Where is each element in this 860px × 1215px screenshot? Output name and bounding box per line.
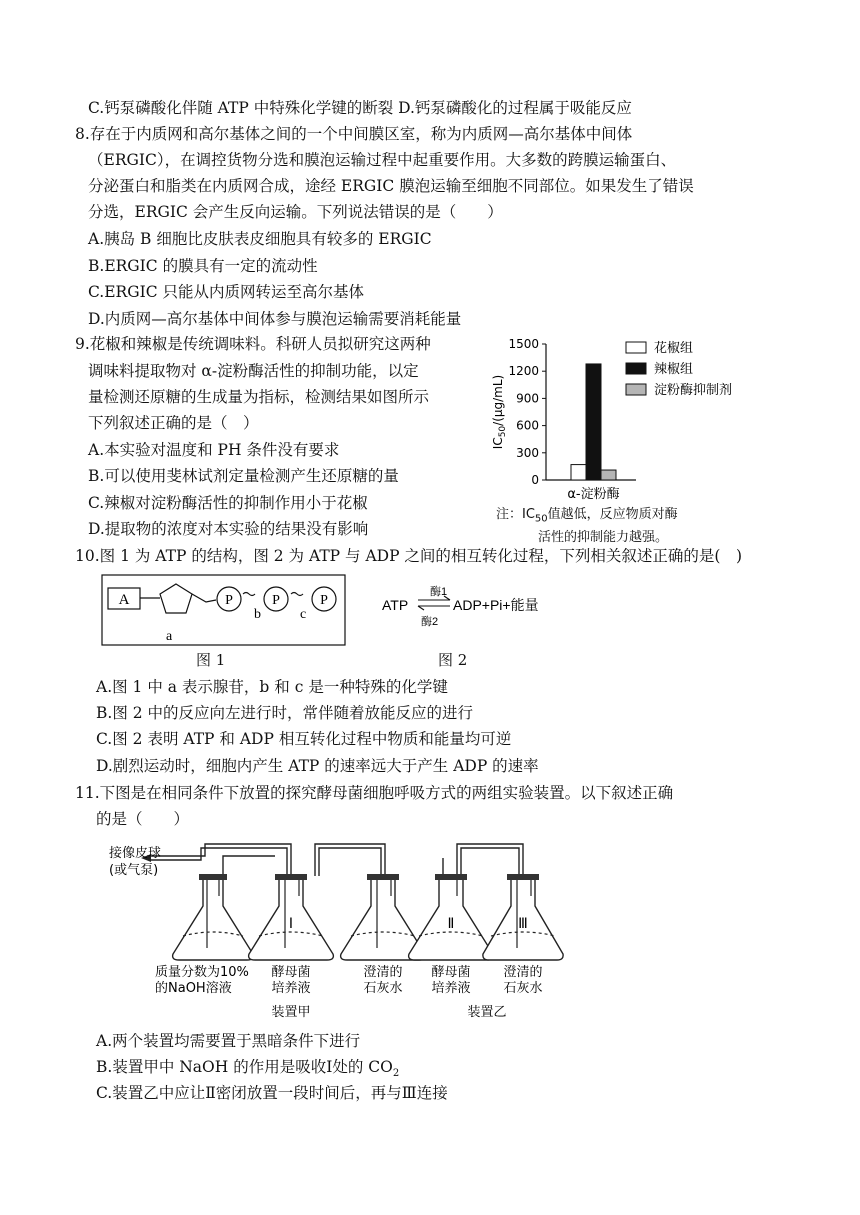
chart-note [496, 506, 678, 547]
apparatus-a-label: 装置甲 [271, 1005, 311, 1020]
q8-option-d: D.内质网—高尔基体中间体参与膜泡运输需要消耗能量 [88, 310, 462, 328]
atp-text: ATP [382, 597, 409, 613]
bar-1 [571, 465, 586, 480]
yeast-1-label-a: 酵母菌 [271, 965, 311, 980]
stopper-1 [199, 874, 227, 880]
q8-option-c: C.ERGIC 只能从内质网转运至高尔基体 [88, 283, 365, 301]
q8-stem-4: 分选，ERGIC 会产生反向运输。下列说法错误的是（ ） [88, 203, 503, 221]
legend-label-3: 淀粉酶抑制剂 [654, 383, 733, 398]
fig1-caption: 图 1 [196, 651, 226, 669]
adenine-label: A [118, 592, 130, 608]
y-axis-label: $IC_{50}/(\mu g/mL)$ [491, 374, 508, 450]
q10-option-b: B.图 2 中的反应向左进行时，常伴随着放能反应的进行 [96, 704, 474, 722]
flask-label-I: Ⅰ [288, 916, 294, 932]
q8-stem-1: 8.存在于内质网和高尔基体之间的一个中间膜区室，称为内质网—高尔基体中间体 [75, 125, 633, 143]
svg-text:P: P [320, 593, 328, 608]
ic50-bar-chart [488, 332, 788, 532]
q9-option-a: A.本实验对温度和 PH 条件没有要求 [88, 441, 340, 459]
q9-option-d: D.提取物的浓度对本实验的结果没有影响 [88, 520, 369, 538]
atp-adp-conversion-figure [378, 584, 558, 630]
pump-label-2: (或气泵) [109, 863, 159, 878]
q9-stem-3: 量检测还原糖的生成量为指标，检测结果如图所示 [88, 388, 430, 406]
q9-option-b: B.可以使用斐林试剂定量检测产生还原糖的量 [88, 467, 399, 485]
ribose-pentagon [160, 584, 192, 613]
apparatus-a-tubing [147, 844, 385, 876]
q9-option-c: C.辣椒对淀粉酶活性的抑制作用小于花椒 [88, 494, 368, 512]
y-tick-label: 900 [516, 391, 539, 406]
q8-stem-3: 分泌蛋白和脂类在内质网合成，途经 ERGIC 膜泡运输至细胞不同部位。如果发生了错误 [88, 177, 694, 195]
chart-note-line-1: 注：$IC_{50}$值越低，反应物质对酶 [496, 507, 678, 525]
q9-stem-2: 调味料提取物对 α-淀粉酶活性的抑制功能，以定 [88, 362, 419, 380]
bar-2 [586, 364, 601, 480]
q8-option-b: B.ERGIC 的膜具有一定的流动性 [88, 257, 318, 275]
q11-stem-2: 的是（ ） [96, 810, 190, 828]
q10-option-d: D.剧烈运动时，细胞内产生 ATP 的速率远大于产生 ADP 的速率 [96, 757, 539, 775]
legend-label-2: 辣椒组 [654, 362, 694, 377]
q10-stem: 10.图 1 为 ATP 的结构，图 2 为 ATP 与 ADP 之间的相互转化过程，下列相关叙述正确的是( ) [75, 547, 743, 565]
q11-option-c: C.装置乙中应让Ⅱ密闭放置一段时间后，再与Ⅲ连接 [96, 1084, 448, 1102]
bar-3 [601, 470, 616, 480]
fig2-caption: 图 2 [438, 651, 468, 669]
bond-b-label: b [254, 607, 261, 622]
naoh-label-1: 质量分数为10% [155, 965, 249, 980]
bond-c-label: c [300, 607, 307, 622]
q11-stem-1: 11.下图是在相同条件下放置的探究酵母菌细胞呼吸方式的两组实验装置。以下叙述正确 [75, 784, 674, 802]
enzyme-1-label: 酶1 [430, 586, 448, 598]
q9-stem-1: 9.花椒和辣椒是传统调味料。科研人员拟研究这两种 [75, 335, 431, 353]
legend-swatch-3 [626, 384, 646, 395]
atp-structure-figure [98, 572, 348, 652]
apparatus-b-tubing [443, 844, 523, 876]
stopper-2 [275, 874, 307, 880]
q11-option-b: B.装置甲中 NaOH 的作用是吸收Ⅰ处的 $CO_2$ [96, 1058, 400, 1080]
legend-swatch-1 [626, 342, 646, 353]
enzyme-2-label: 酶2 [421, 616, 439, 628]
yeast-1-label-b: 培养液 [271, 981, 311, 996]
y-tick-label: 1500 [508, 337, 539, 351]
chart-note-line-2: 活性的抑制能力越强。 [538, 529, 669, 545]
yeast-2-label-b: 培养液 [431, 981, 471, 996]
apparatus-b-label: 装置乙 [467, 1005, 507, 1020]
atp-a-label: a [166, 629, 173, 644]
q10-option-c: C.图 2 表明 ATP 和 ADP 相互转化过程中物质和能量均可逆 [96, 730, 512, 748]
y-tick-label: 1200 [508, 364, 539, 379]
legend-label-1: 花椒组 [654, 341, 694, 356]
q8-option-a: A.胰岛 B 细胞比皮肤表皮细胞具有较多的 ERGIC [88, 230, 432, 248]
lime-2-label-b: 石灰水 [503, 981, 543, 996]
adp-products-text: ADP+Pi+能量 [453, 597, 539, 613]
q7-option-cd: C.钙泵磷酸化伴随 ATP 中特殊化学键的断裂 D.钙泵磷酸化的过程属于吸能反应 [88, 99, 632, 117]
q8-stem-2: （ERGIC），在调控货物分选和膜泡运输过程中起重要作用。大多数的跨膜运输蛋白、 [88, 151, 677, 169]
y-tick-label: 600 [516, 418, 539, 433]
stopper-3 [367, 874, 399, 880]
lime-2-label-a: 澄清的 [503, 965, 543, 980]
pump-label: 接像皮球 [109, 846, 162, 861]
lime-1-label-a: 澄清的 [363, 965, 403, 980]
y-tick-label: 300 [516, 445, 539, 460]
svg-text:P: P [225, 593, 233, 608]
x-category-label: α-淀粉酶 [567, 487, 620, 502]
svg-text:P: P [272, 593, 280, 608]
yeast-2-label-a: 酵母菌 [431, 965, 471, 980]
q11-option-a: A.两个装置均需要置于黑暗条件下进行 [96, 1032, 361, 1050]
y-tick-label: 0 [531, 473, 539, 487]
yeast-respiration-apparatus [105, 836, 565, 1026]
naoh-label-2: 的NaOH溶液 [155, 981, 232, 996]
flask-label-II: Ⅱ [447, 916, 455, 932]
legend-swatch-2 [626, 363, 646, 374]
q9-stem-4: 下列叙述正确的是（ ） [88, 414, 259, 432]
lime-1-label-b: 石灰水 [363, 981, 403, 996]
q10-option-a: A.图 1 中 a 表示腺苷，b 和 c 是一种特殊的化学键 [96, 678, 448, 696]
flask-naoh-icon [173, 878, 254, 960]
flask-label-III: Ⅲ [518, 916, 528, 932]
